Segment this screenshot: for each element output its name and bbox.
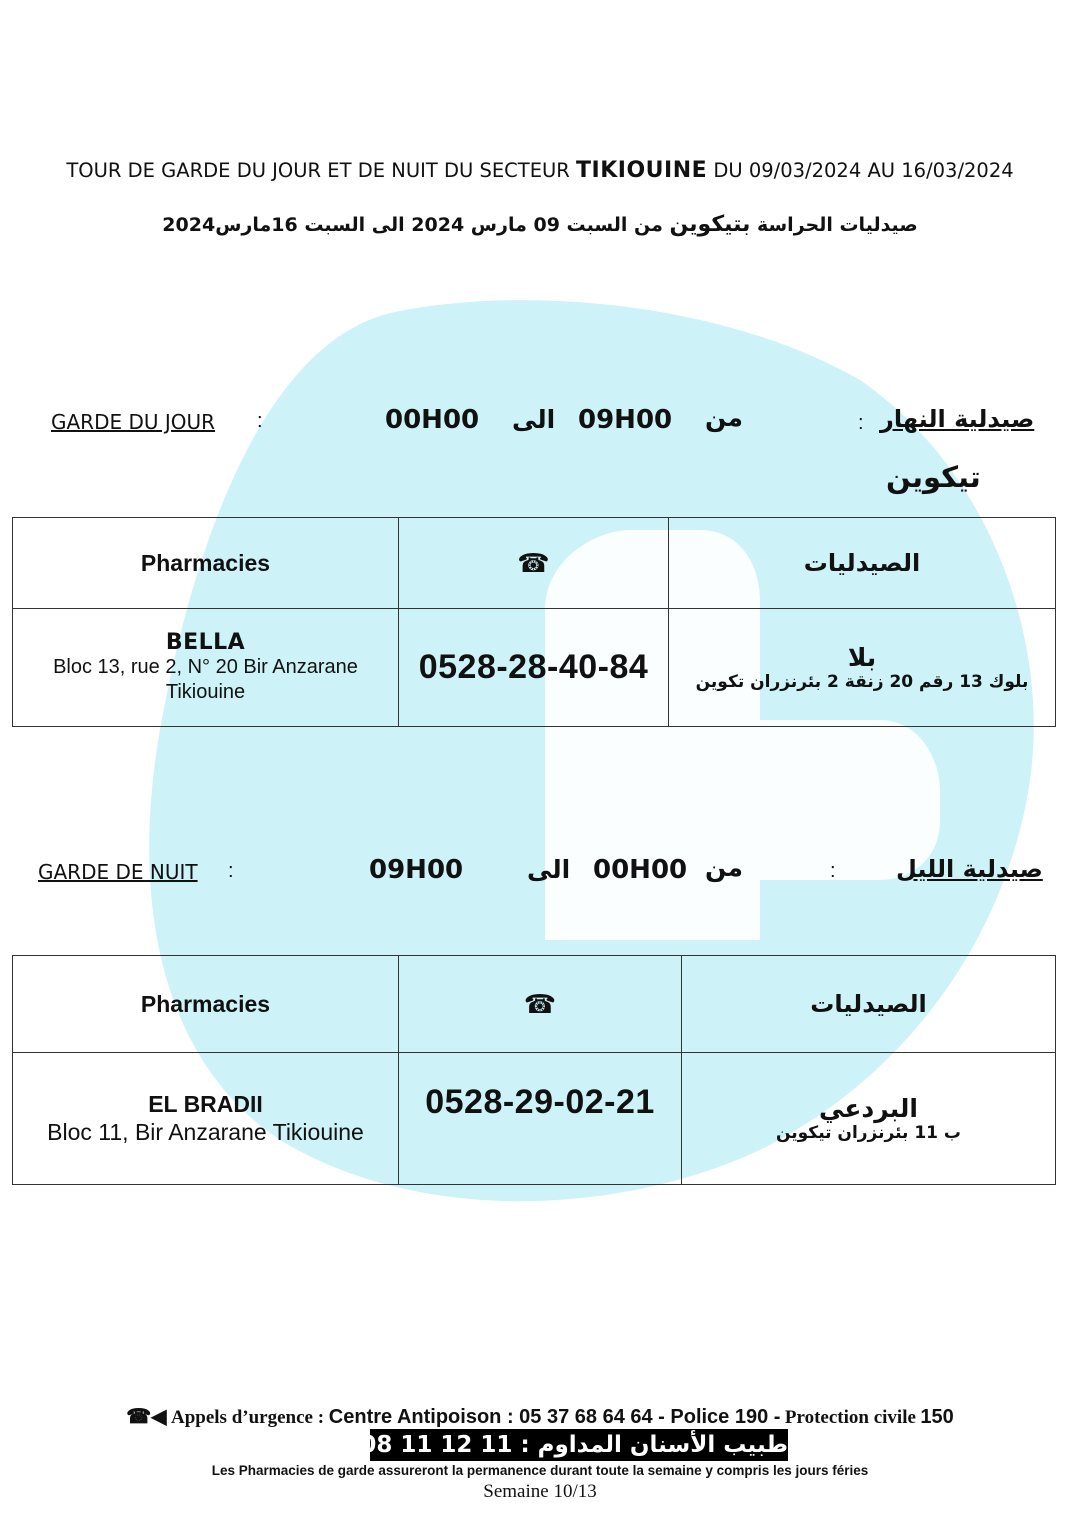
pharmacy-name-ar: البردعي xyxy=(819,1094,918,1123)
table-row xyxy=(13,609,1056,727)
pharmacy-fr-cell xyxy=(13,1053,399,1185)
table-header-row xyxy=(13,956,1056,1053)
title-ar-city: بتيكوين xyxy=(669,212,751,237)
pharmacy-name-ar: بلا xyxy=(847,643,877,672)
pharmacy-name: BELLA xyxy=(165,630,246,655)
table-header-ar: الصيدليات xyxy=(669,518,1056,609)
night-from-time: 00H00 xyxy=(593,855,688,885)
protection-civile-label: Protection civile xyxy=(784,1407,916,1428)
emergency-label: Appels d’urgence xyxy=(170,1407,313,1428)
night-label-fr: GARDE DE NUIT xyxy=(38,860,198,884)
table-header-fr: Pharmacies xyxy=(13,956,399,1053)
table-header-phone xyxy=(399,956,682,1053)
emergency-calls-line: ☎◀ Appels d’urgence : Centre Antipoison : 05 37 68 64 64 - Police 190 - Protection civile 150 xyxy=(126,1406,954,1428)
pharmacy-ar-cell xyxy=(669,609,1056,727)
page-title-fr xyxy=(0,158,1080,183)
pharmacy-phone-cell xyxy=(399,1053,682,1185)
night-colon-right: : xyxy=(830,860,836,882)
pharmacy-address-line2: Tikiouine xyxy=(165,681,246,703)
page-title-ar xyxy=(0,212,1080,237)
day-to-time: 00H00 xyxy=(385,405,480,435)
day-pharmacy-table xyxy=(12,517,1056,727)
pharmacy-phone-cell xyxy=(399,609,669,727)
title-ar-prefix: صيدليات الحراسة xyxy=(750,214,918,236)
telephone-icon: ☎ xyxy=(517,547,550,578)
permanence-notice: Les Pharmacies de garde assureront la permanence durant toute la semaine y compris les jours féries xyxy=(211,1463,869,1478)
emergency-phone-icon: ☎◀ xyxy=(126,1406,167,1428)
week-number: Semaine 10/13 xyxy=(483,1481,597,1502)
table-header-phone xyxy=(399,518,669,609)
title-ar-suffix: من السبت 09 مارس 2024 الى السبت 16مارس2024 xyxy=(162,214,670,236)
pharmacy-phone: 0528-28-40-84 xyxy=(418,648,649,686)
day-label-ar: صيدلية النهار xyxy=(880,405,1035,433)
night-to-word: الى xyxy=(527,855,571,884)
pharmacy-address-ar: ب 11 بئرنزران تيكوين xyxy=(775,1123,962,1143)
night-colon-left: : xyxy=(228,860,234,882)
pharmacy-fr-cell xyxy=(13,609,399,727)
pharmacy-address-ar: بلوك 13 رقم 20 زنقة 2 بئرنزران تكوين xyxy=(695,672,1029,692)
title-fr-prefix: TOUR DE GARDE DU JOUR ET DE NUIT DU SECTEUR xyxy=(66,159,577,182)
title-fr-suffix: DU 09/03/2024 AU 16/03/2024 xyxy=(707,159,1014,182)
day-colon-right: : xyxy=(858,412,864,434)
day-to-word: الى xyxy=(512,405,556,434)
night-to-time: 09H00 xyxy=(369,855,464,885)
telephone-icon: ☎ xyxy=(523,988,557,1019)
pharmacy-address-line1: Bloc 13, rue 2, N° 20 Bir Anzarane xyxy=(53,656,358,678)
antipoison-info: Centre Antipoison : 05 37 68 64 64 - Police 190 - xyxy=(328,1406,781,1428)
day-from-time: 09H00 xyxy=(578,405,673,435)
day-city-ar: تيكوين xyxy=(886,460,981,494)
pharmacy-address: Bloc 11, Bir Anzarane Tikiouine xyxy=(47,1119,364,1145)
table-header-row xyxy=(13,518,1056,609)
night-from-word: من xyxy=(705,853,743,882)
protection-civile-number: 150 xyxy=(920,1406,954,1428)
pharmacy-ar-cell xyxy=(682,1053,1056,1185)
table-header-fr: Pharmacies xyxy=(13,518,399,609)
table-header-ar: الصيدليات xyxy=(682,956,1056,1053)
day-from-word: من xyxy=(705,403,743,432)
night-pharmacy-table xyxy=(12,955,1056,1185)
title-fr-sector: TIKIOUINE xyxy=(576,158,708,183)
pharmacy-name: EL BRADII xyxy=(148,1091,263,1117)
night-label-ar: صيدلية الليل xyxy=(896,855,1043,883)
dentist-on-call-banner: طبيب الأسنان المداوم : 11 12 11 08 06 xyxy=(370,1429,788,1461)
table-row xyxy=(13,1053,1056,1185)
pharmacy-phone: 0528-29-02-21 xyxy=(425,1083,655,1121)
day-colon-left: : xyxy=(257,410,263,432)
day-label-fr: GARDE DU JOUR xyxy=(51,410,216,434)
